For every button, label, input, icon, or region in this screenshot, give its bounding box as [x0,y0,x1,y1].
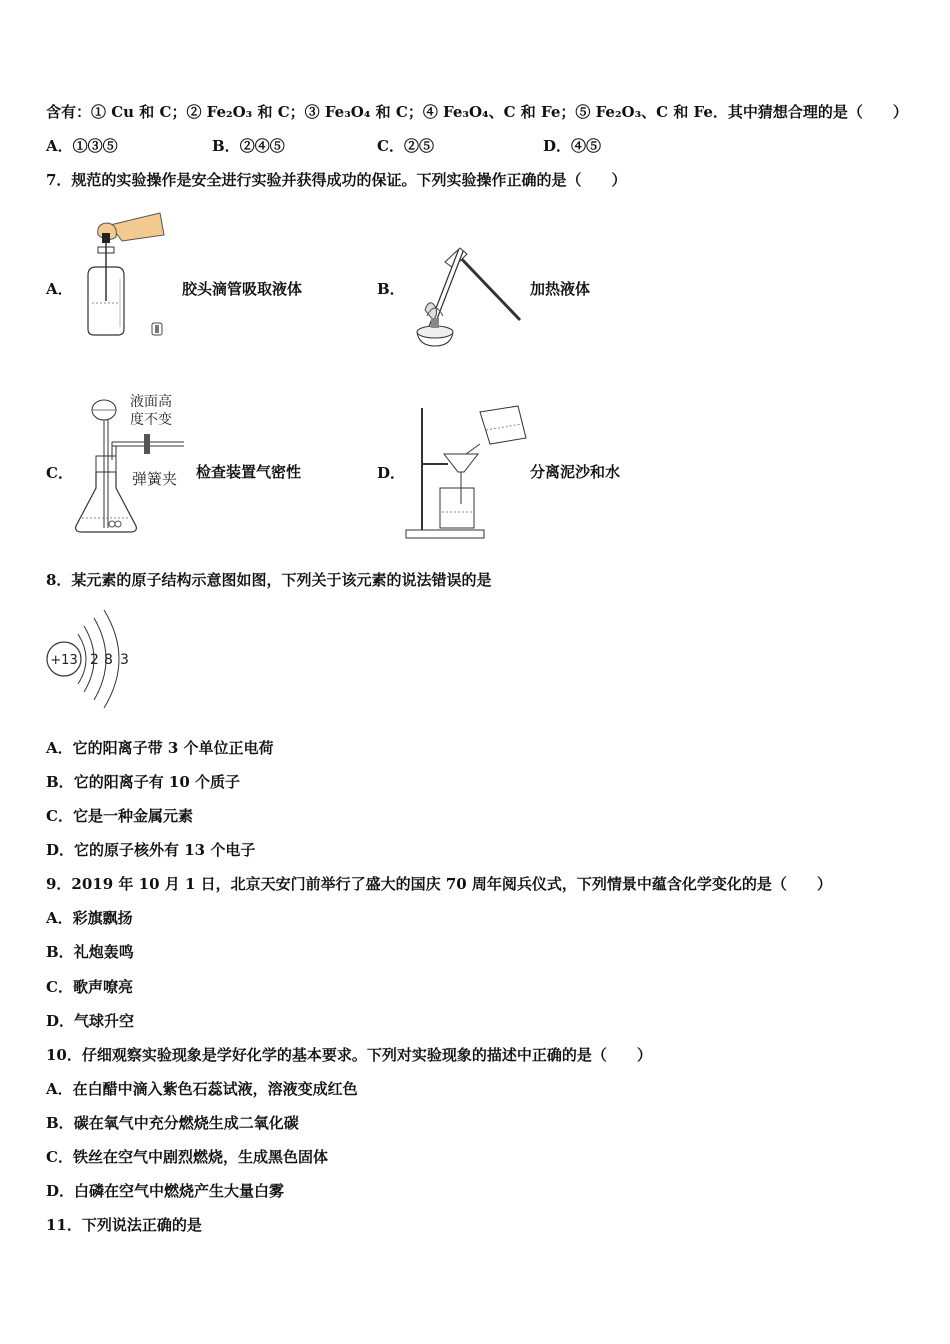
q10-option-c [46,1147,328,1167]
q7-option-a-caption: 胶头滴管吸取液体 [182,280,303,298]
q6-guesses: 含有：① Cu 和 C；② Fe₂O₃ 和 C；③ Fe₃O₄ 和 C；④ Fe₃O₄、C 和 Fe；⑤ Fe₂O₃、C 和 Fe．其中猜想合理的是（ ） [46,103,908,121]
option-label: A． [46,739,73,757]
q9-option-a [46,908,133,928]
q8-stem: 8．某元素的原子结构示意图如图，下列关于该元素的说法错误的是 [46,571,492,589]
heating-test-tube-figure [405,240,530,348]
option-label: A． [46,909,73,927]
q8-option-a [46,738,274,758]
option-text: 彩旗飘扬 [72,909,133,927]
option-text: 歌声嘹亮 [72,978,133,996]
level-label-2: 度不变 [130,412,172,428]
option-text: 在白醋中滴入紫色石蕊试液，溶液变成红色 [72,1080,358,1098]
q8-option-d [46,840,255,860]
airtightness-flask-figure [72,390,190,538]
q6-option-a [46,136,118,156]
q10-option-b [46,1113,299,1133]
option-text: 礼炮轰鸣 [73,943,134,961]
q7-stem: 7．规范的实验操作是安全进行实验并获得成功的保证。下列实验操作正确的是（ ） [46,171,627,189]
option-label: B． [46,773,74,791]
atom-structure-diagram [44,604,144,712]
q9-stem: 9．2019 年 10 月 1 日，北京天安门前举行了盛大的国庆 70 周年阅兵仪式，下列情景中蕴含化学变化的是（ ） [46,875,832,893]
option-text: ②⑤ [403,137,434,155]
option-label: D． [46,1012,75,1030]
shell-2-electrons: 8 [104,652,113,668]
shell-1-electrons: 2 [90,652,99,668]
option-label: D． [543,137,572,155]
q7-option-b-caption: 加热液体 [530,280,591,298]
option-label: C． [46,1148,73,1166]
option-text: ②④⑤ [239,137,285,155]
q6-option-c [377,136,434,156]
clamp-label: 弹簧夹 [132,470,178,488]
option-label: C． [46,978,73,996]
option-label: A． [46,1080,73,1098]
option-label: C． [377,137,404,155]
option-text: 碳在氧气中充分燃烧生成二氧化碳 [73,1114,299,1132]
q6-option-b [212,136,285,156]
option-text: ①③⑤ [72,137,118,155]
shell-3-electrons: 3 [120,652,129,668]
q10-stem: 10．仔细观察实验现象是学好化学的基本要求。下列对实验现象的描述中正确的是（ ） [46,1046,652,1064]
q7-option-c-label: C． [46,464,73,482]
q11-stem: 11．下列说法正确的是 [46,1216,202,1234]
option-label: B． [212,137,240,155]
option-label: B． [46,1114,74,1132]
q9-option-c [46,977,133,997]
q7-option-d-label: D． [377,464,406,482]
q7-option-c-caption: 检查装置气密性 [196,463,302,481]
q8-option-b [46,772,240,792]
q10-option-d [46,1181,284,1201]
q9-option-b [46,942,134,962]
option-label: D． [46,841,75,859]
option-text: 它是一种金属元素 [72,807,193,825]
option-text: 它的阳离子带 3 个单位正电荷 [72,739,274,757]
option-label: D． [46,1182,75,1200]
q7-option-b-label: B． [377,280,405,298]
q6-option-d [543,136,601,156]
dropper-bottle-figure [78,205,173,345]
option-text: 它的原子核外有 13 个电子 [74,841,256,859]
option-text: 气球升空 [74,1012,135,1030]
option-text: 它的阳离子有 10 个质子 [73,773,241,791]
option-text: 铁丝在空气中剧烈燃烧，生成黑色固体 [72,1148,328,1166]
level-label: 液面高 [130,394,172,410]
filtration-figure [404,404,529,542]
q10-option-a [46,1079,358,1099]
option-label: B． [46,943,74,961]
q8-option-c [46,806,193,826]
nucleus-charge: +13 [50,653,78,668]
q9-option-d [46,1011,134,1031]
option-text: 白磷在空气中燃烧产生大量白雾 [74,1182,285,1200]
option-label: A． [46,137,73,155]
q7-option-d-caption: 分离泥沙和水 [530,463,621,481]
option-text: ④⑤ [571,137,602,155]
q7-option-a-label: A． [46,280,73,298]
option-label: C． [46,807,73,825]
